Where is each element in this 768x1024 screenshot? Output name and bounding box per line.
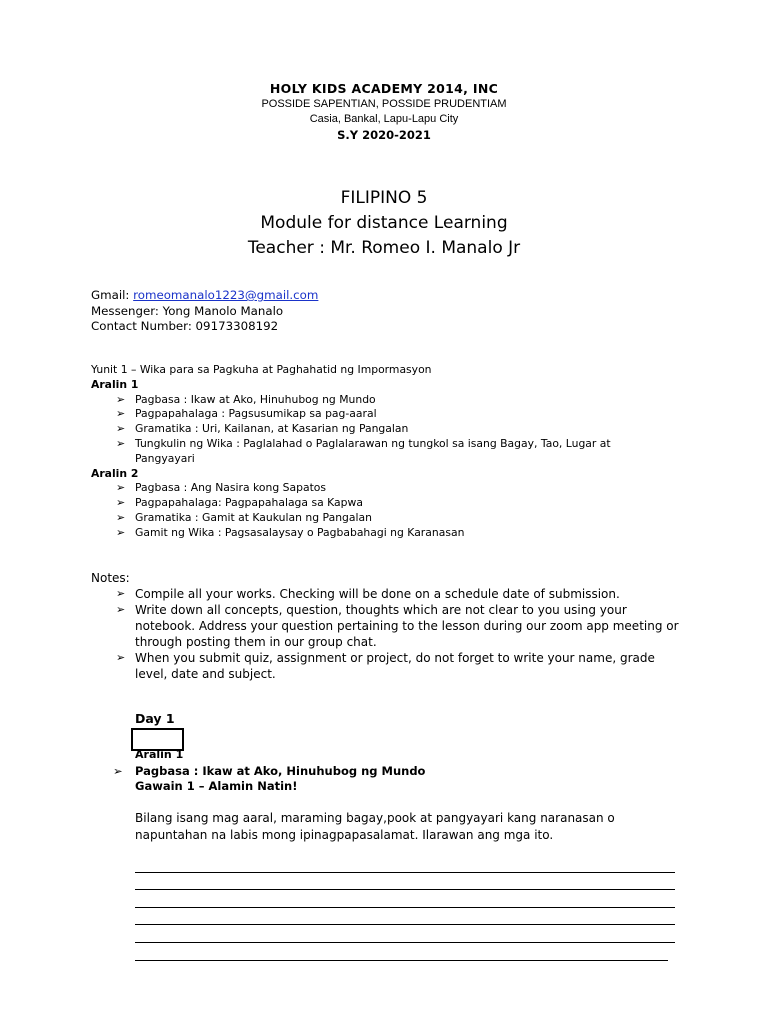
activity-title: Gawain 1 – Alamin Natin!	[135, 779, 298, 793]
school-year: S.Y 2020-2021	[337, 128, 431, 142]
list-item: ➢ Compile all your works. Checking will be done on a schedule date of submission.	[116, 587, 620, 601]
arrow-bullet-icon: ➢	[116, 392, 126, 406]
answer-line[interactable]	[135, 925, 675, 943]
contact-number-line: Contact Number: 09173308192	[91, 319, 279, 333]
list-item: ➢ When you submit quiz, assignment or project, do not forget to write your name, grade level, date and subject.	[116, 651, 655, 681]
day-heading: Day 1	[135, 711, 175, 726]
list-item: ➢ Tungkulin ng Wika : Paglalahad o Paglalarawan ng tungkol sa isang Bagay, Tao, Lugar at Pangyayari	[116, 436, 611, 465]
arrow-bullet-icon: ➢	[116, 407, 126, 421]
answer-line[interactable]	[135, 873, 675, 891]
module-subtitle: Module for distance Learning	[260, 213, 508, 233]
arrow-bullet-icon: ➢	[116, 422, 126, 436]
notes-label: Notes:	[91, 571, 130, 585]
lesson-topic-list	[91, 393, 651, 467]
list-item: ➢ Pagpapahalaga : Pagsusumikap sa pag-aaral	[116, 407, 377, 421]
answer-line[interactable]	[135, 943, 668, 961]
arrow-bullet-icon: ➢	[113, 764, 123, 778]
list-item: ➢ Gamit ng Wika : Pagsasalaysay o Pagbabahagi ng Karanasan	[116, 525, 465, 539]
list-item: ➢ Gramatika : Gamit at Kaukulan ng Pangalan	[116, 510, 372, 524]
day-reading-title: ➢ Pagbasa : Ikaw at Ako, Hinuhubog ng Mundo	[113, 764, 426, 778]
list-item: ➢ Pagbasa : Ang Nasira kong Sapatos	[116, 481, 327, 495]
answer-lines	[135, 855, 675, 961]
answer-line[interactable]	[135, 855, 675, 873]
unit-title: Yunit 1 – Wika para sa Pagkuha at Paghahatid ng Impormasyon	[91, 363, 432, 376]
list-item: ➢ Pagbasa : Ikaw at Ako, Hinuhubog ng Mundo	[116, 392, 376, 406]
list-item: ➢ Write down all concepts, question, thoughts which are not clear to you using your notebook. Address your question pertaining to the lesson during our zoom app meeting or through posting them in our group chat.	[116, 603, 679, 649]
arrow-bullet-icon: ➢	[116, 525, 126, 539]
unit-outline	[91, 363, 651, 541]
activity-instructions: Bilang isang mag aaral, maraming bagay,pook at pangyayari kang naranasan o napuntahan na labis mong ipinagpapasalamat. Ilarawan ang mga ito.	[135, 811, 615, 842]
day-lesson-label: Aralin 1	[135, 748, 184, 761]
school-name: HOLY KIDS ACADEMY 2014, INC	[269, 81, 499, 96]
gmail-label: Gmail:	[91, 288, 134, 302]
contact-info	[91, 288, 318, 335]
answer-line[interactable]	[135, 890, 675, 908]
arrow-bullet-icon: ➢	[116, 481, 126, 495]
lesson-topic-list	[91, 481, 651, 540]
messenger-line: Messenger: Yong Manolo Manalo	[91, 303, 284, 318]
module-title-block	[0, 186, 768, 261]
lesson-heading: Aralin 2	[91, 466, 139, 480]
notes-list	[91, 586, 681, 682]
list-item: ➢ Gramatika : Uri, Kailanan, at Kasarian ng Pangalan	[116, 422, 409, 436]
answer-line[interactable]	[135, 908, 675, 926]
document-header	[0, 80, 768, 144]
arrow-bullet-icon: ➢	[116, 651, 126, 664]
arrow-bullet-icon: ➢	[116, 436, 126, 450]
notes-section	[91, 570, 681, 682]
list-item: ➢ Pagpapahalaga: Pagpapahalaga sa Kapwa	[116, 496, 363, 510]
arrow-bullet-icon: ➢	[116, 603, 126, 616]
school-motto: POSSIDE SAPENTIAN, POSSIDE PRUDENTIAM	[261, 98, 507, 110]
arrow-bullet-icon: ➢	[116, 510, 126, 524]
arrow-bullet-icon: ➢	[116, 496, 126, 510]
gmail-line	[91, 288, 318, 304]
school-address: Casia, Bankal, Lapu-Lapu City	[309, 113, 459, 125]
arrow-bullet-icon: ➢	[116, 587, 126, 600]
lesson-heading: Aralin 1	[91, 377, 139, 391]
subject-title: FILIPINO 5	[340, 188, 428, 208]
gmail-link[interactable]: romeomanalo1223@gmail.com	[133, 288, 319, 302]
teacher-name: Teacher : Mr. Romeo I. Manalo Jr	[247, 238, 521, 258]
